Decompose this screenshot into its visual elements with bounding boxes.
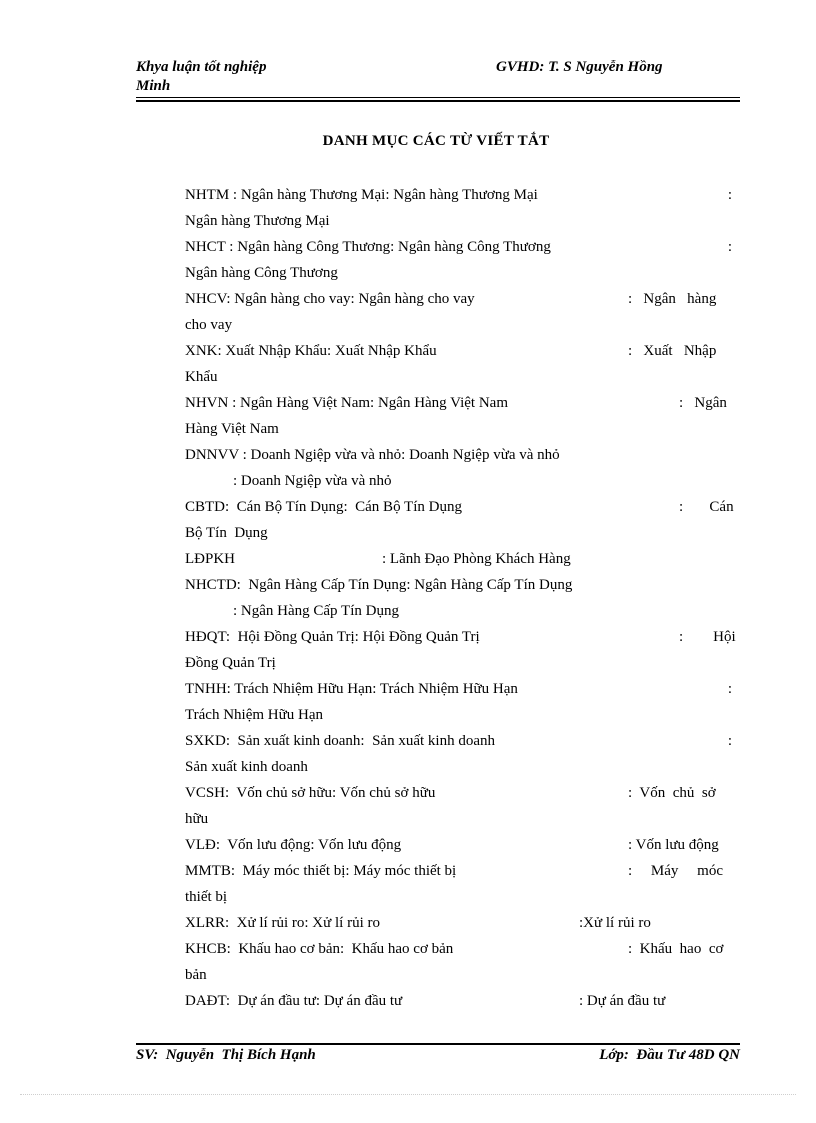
abbr-definition: NHCV: Ngân hàng cho vay: Ngân hàng cho vay xyxy=(185,291,475,307)
abbr-tail: : xyxy=(727,239,732,255)
abbr-definition: NHCTD: Ngân Hàng Cấp Tín Dụng: Ngân Hàng Cấp Tín Dụng xyxy=(185,577,573,593)
footer-rule xyxy=(136,1043,740,1045)
abbr-tail: : Khấu hao cơ xyxy=(628,941,724,957)
abbr-tail: : Ngân xyxy=(679,395,727,411)
abbr-definition: LĐPKH xyxy=(185,551,236,567)
abbr-definition: DNNVV : Doanh Ngiệp vừa và nhỏ: Doanh Ngiệp vừa và nhỏ xyxy=(185,447,560,463)
list-item xyxy=(185,546,738,572)
abbr-tail: : Cán xyxy=(679,499,734,515)
abbr-continuation: Ngân hàng Công Thương xyxy=(185,265,338,281)
list-item xyxy=(185,390,738,416)
abbreviation-list xyxy=(185,182,738,1014)
abbr-definition: KHCB: Khấu hao cơ bản: Khấu hao cơ bản xyxy=(185,941,454,957)
abbr-tail: : Vốn chủ sở xyxy=(628,785,716,801)
abbr-tail: : Máy móc xyxy=(628,863,723,879)
abbr-continuation: : Doanh Ngiệp vừa và nhỏ xyxy=(233,473,392,489)
list-item xyxy=(185,494,738,520)
list-item-continuation xyxy=(185,312,738,338)
abbr-tail: : xyxy=(727,681,732,697)
abbr-continuation: Bộ Tín Dụng xyxy=(185,525,268,541)
list-item-continuation xyxy=(185,208,738,234)
footer-class: Lớp: Đầu Tư 48D QN xyxy=(599,1047,740,1063)
list-item xyxy=(185,234,738,260)
list-item xyxy=(185,780,738,806)
list-item-continuation xyxy=(185,520,738,546)
list-item-continuation xyxy=(185,598,738,624)
list-item-continuation xyxy=(185,416,738,442)
abbr-continuation: thiết bị xyxy=(185,889,228,905)
abbr-tail: : Xuất Nhập xyxy=(628,343,717,359)
list-item-continuation xyxy=(185,702,738,728)
header-advisor: GVHD: T. S Nguyễn Hồng xyxy=(496,59,663,75)
abbr-definition: SXKD: Sản xuất kinh doanh: Sản xuất kinh doanh xyxy=(185,733,495,749)
header-advisor-continuation: Minh xyxy=(136,78,171,94)
abbr-tail: :Xử lí rủi ro xyxy=(579,915,651,931)
abbr-tail: : xyxy=(727,733,732,749)
list-item xyxy=(185,988,738,1014)
abbr-definition: CBTD: Cán Bộ Tín Dụng: Cán Bộ Tín Dụng xyxy=(185,499,462,515)
abbr-definition: TNHH: Trách Nhiệm Hữu Hạn: Trách Nhiệm Hữu Hạn xyxy=(185,681,518,697)
list-item xyxy=(185,572,738,598)
list-item xyxy=(185,442,738,468)
abbr-definition: VCSH: Vốn chủ sở hữu: Vốn chủ sở hữu xyxy=(185,785,436,801)
abbr-definition: HĐQT: Hội Đồng Quản Trị: Hội Đồng Quản Trị xyxy=(185,629,480,645)
abbr-continuation: bản xyxy=(185,967,207,983)
list-item-continuation xyxy=(185,754,738,780)
list-item-continuation xyxy=(185,468,738,494)
list-item xyxy=(185,624,738,650)
header-rule-thin xyxy=(136,97,740,98)
list-item xyxy=(185,728,738,754)
list-item-continuation xyxy=(185,884,738,910)
abbr-tail: : Dự án đầu tư xyxy=(579,993,666,1009)
footer-student: SV: Nguyễn Thị Bích Hạnh xyxy=(136,1047,316,1063)
list-item-continuation xyxy=(185,806,738,832)
abbr-continuation: Đồng Quản Trị xyxy=(185,655,276,671)
abbr-continuation: Ngân hàng Thương Mại xyxy=(185,213,330,229)
abbr-definition: NHVN : Ngân Hàng Việt Nam: Ngân Hàng Việt Nam xyxy=(185,395,508,411)
abbr-definition: MMTB: Máy móc thiết bị: Máy móc thiết bị xyxy=(185,863,457,879)
list-item xyxy=(185,286,738,312)
abbr-continuation: : Ngân Hàng Cấp Tín Dụng xyxy=(233,603,399,619)
list-item-continuation xyxy=(185,962,738,988)
list-item-continuation xyxy=(185,650,738,676)
abbr-continuation: hữu xyxy=(185,811,209,827)
abbr-definition: NHCT : Ngân hàng Công Thương: Ngân hàng Công Thương xyxy=(185,239,551,255)
list-item xyxy=(185,832,738,858)
abbr-tail: : xyxy=(727,187,732,203)
abbr-tail: : Hội xyxy=(679,629,736,645)
abbr-definition: XNK: Xuất Nhập Khẩu: Xuất Nhập Khẩu xyxy=(185,343,437,359)
abbr-tail: : Ngân hàng xyxy=(628,291,717,307)
list-item xyxy=(185,910,738,936)
list-item-continuation xyxy=(185,364,738,390)
abbr-definition: XLRR: Xử lí rủi ro: Xử lí rủi ro xyxy=(185,915,380,931)
page-edge-dots xyxy=(20,1094,796,1095)
abbr-continuation: cho vay xyxy=(185,317,233,333)
list-item xyxy=(185,936,738,962)
abbr-continuation: Khẩu xyxy=(185,369,218,385)
page-title: DANH MỤC CÁC TỪ VIẾT TẮT xyxy=(322,133,550,149)
list-item xyxy=(185,338,738,364)
header-thesis-label: Khya luận tốt nghiệp xyxy=(136,59,267,75)
abbr-continuation: Sản xuất kinh doanh xyxy=(185,759,308,775)
abbr-definition: VLĐ: Vốn lưu động: Vốn lưu động xyxy=(185,837,402,853)
list-item xyxy=(185,182,738,208)
abbr-continuation: Trách Nhiệm Hữu Hạn xyxy=(185,707,323,723)
abbr-continuation: Hàng Việt Nam xyxy=(185,421,279,437)
abbr-tail: : Lãnh Đạo Phòng Khách Hàng xyxy=(382,551,571,567)
abbr-definition: DAĐT: Dự án đầu tư: Dự án đầu tư xyxy=(185,993,403,1009)
abbr-definition: NHTM : Ngân hàng Thương Mại: Ngân hàng Thương Mại xyxy=(185,187,538,203)
header-rule-thick xyxy=(136,100,740,102)
list-item xyxy=(185,858,738,884)
list-item-continuation xyxy=(185,260,738,286)
list-item xyxy=(185,676,738,702)
abbr-tail: : Vốn lưu động xyxy=(628,837,719,853)
